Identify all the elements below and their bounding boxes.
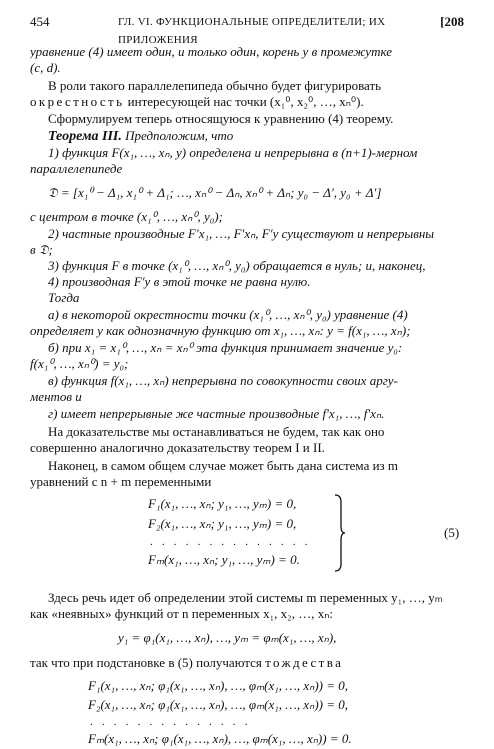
text-line bbox=[30, 655, 466, 671]
text-line: Наконец, в самом общем случае может быть дана система из m bbox=[48, 458, 399, 473]
theorem-title: Теорема III. bbox=[48, 129, 122, 144]
text-line: параллелепипеде bbox=[30, 161, 123, 176]
text-line bbox=[30, 94, 466, 110]
text-line: совершенно аналогично доказательству теорем I и II. bbox=[30, 440, 325, 455]
text-line: 1) функция F(x₁, …, xₙ, y) определена и непрерывна в (n+1)-мерном bbox=[48, 145, 418, 160]
running-header bbox=[30, 13, 464, 46]
ellipsis-row: . . . . . . . . . . . . . . bbox=[150, 536, 311, 548]
identity-1: F₁(x₁, …, xₙ; φ₁(x₁, …, xₙ), …, φₘ(x₁, …, xₙ)) = 0, bbox=[88, 678, 348, 693]
text-line: f(x₁⁰, …, xₙ⁰) = y₀; bbox=[30, 356, 129, 371]
system-equation-1: F₁(x₁, …, xₙ; y₁, …, yₘ) = 0, bbox=[148, 496, 297, 511]
text-line: а) в некоторой окрестности точки (x₁⁰, …, xₙ⁰, y₀) уравнение (4) bbox=[48, 307, 408, 322]
text-line: В роли такого параллелепипеда обычно будет фигурировать bbox=[48, 78, 382, 93]
text-line: 4) производная F′y в этой точке не равна нулю. bbox=[48, 274, 311, 289]
text-line: уравнений с n + m переменными bbox=[30, 474, 212, 489]
spaced-term: тождества bbox=[265, 655, 344, 670]
ellipsis-row: . . . . . . . . . . . . . . bbox=[90, 716, 251, 728]
implicit-functions-formula: y₁ = φ₁(x₁, …, xₙ), …, yₘ = φₘ(x₁, …, xₙ), bbox=[118, 630, 337, 645]
theorem-heading bbox=[48, 128, 466, 145]
text-span: Предположим, что bbox=[125, 128, 234, 143]
section-number: [208 bbox=[440, 14, 464, 29]
text-line: б) при x₁ = x₁⁰, …, xₙ = xₙ⁰ эта функция принимает значение y₀: bbox=[48, 340, 403, 355]
text-line: Сформулируем теперь относящуюся к уравнению (4) теорему. bbox=[48, 111, 394, 126]
text-line: 3) функция F в точке (x₁⁰, …, xₙ⁰, y₀) обращается в нуль; и, наконец, bbox=[48, 258, 426, 273]
text-line: Тогда bbox=[48, 290, 80, 305]
chapter-title: ГЛ. VI. ФУНКЦИОНАЛЬНЫЕ ОПРЕДЕЛИТЕЛИ; ИХ ПРИЛОЖЕНИЯ bbox=[118, 16, 386, 46]
equation-number: (5) bbox=[444, 525, 460, 540]
text-line: 2) частные производные F′x₁, …, F′xₙ, F′y существуют и непрерывны bbox=[48, 226, 435, 241]
right-brace-icon bbox=[334, 494, 346, 572]
text-span: интересующей нас точки (x₁⁰, x₂⁰, …, xₙ⁰). bbox=[127, 94, 364, 109]
text-line: ментов и bbox=[30, 389, 82, 404]
page-number: 454 bbox=[30, 14, 50, 29]
text-line: Здесь речь идет об определении этой системы m переменных y₁, …, yₘ bbox=[48, 590, 443, 605]
system-equation-m: Fₘ(x₁, …, xₙ; y₁, …, yₘ) = 0. bbox=[148, 552, 300, 567]
text-line: в 𝔇; bbox=[30, 242, 53, 257]
text-line: г) имеет непрерывные же частные производные f′x₁, …, f′xₙ. bbox=[48, 406, 385, 421]
text-line: с центром в точке (x₁⁰, …, xₙ⁰, y₀); bbox=[30, 209, 223, 224]
text-line: На доказательстве мы останавливаться не будем, так как оно bbox=[48, 424, 385, 439]
system-equation-2: F₂(x₁, …, xₙ; y₁, …, yₘ) = 0, bbox=[148, 516, 297, 531]
text-line: уравнение (4) имеет один, и только один, корень y в промежутке bbox=[30, 44, 392, 59]
spaced-term: окрестность bbox=[30, 94, 125, 109]
text-line: (c, d). bbox=[30, 60, 61, 75]
text-line: в) функция f(x₁, …, xₙ) непрерывна по совокупности своих аргу- bbox=[48, 373, 398, 388]
text-span: так что при подстановке в (5) получаются bbox=[30, 655, 262, 670]
parallelepiped-formula: 𝔇 = [x₁⁰ − Δ₁, x₁⁰ + Δ₁; …, xₙ⁰ − Δₙ, xₙ⁰ + Δₙ; y₀ − Δ′, y₀ + Δ′] bbox=[48, 185, 382, 200]
text-line: определяет y как однозначную функцию от x₁, …, xₙ: y = f(x₁, …, xₙ); bbox=[30, 323, 411, 338]
identity-m: Fₘ(x₁, …, xₙ; φ₁(x₁, …, xₙ), …, φₘ(x₁, …, xₙ)) = 0. bbox=[88, 731, 352, 746]
identity-2: F₂(x₁, …, xₙ; φ₁(x₁, …, xₙ), …, φₘ(x₁, …, xₙ)) = 0, bbox=[88, 697, 348, 712]
text-line: как «неявных» функций от n переменных x₁, x₂, …, xₙ: bbox=[30, 606, 333, 621]
